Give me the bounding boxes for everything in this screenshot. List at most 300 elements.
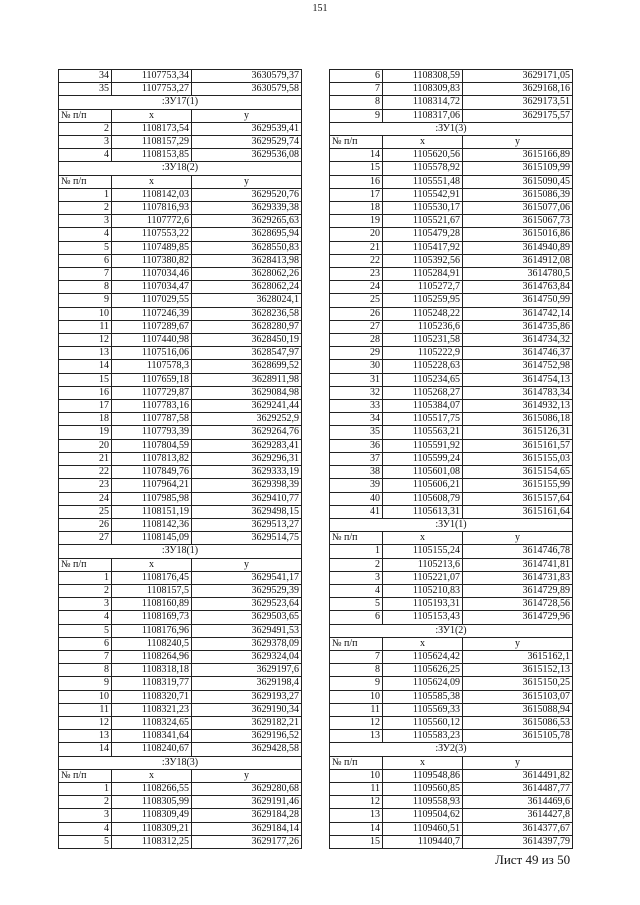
header-y: y <box>463 136 573 149</box>
coord-x: 1105213,6 <box>383 558 463 571</box>
coord-y: 3614487,77 <box>463 782 573 795</box>
table-row <box>330 571 573 584</box>
table-row <box>330 109 573 122</box>
table-row <box>59 215 302 228</box>
table-row <box>59 505 302 518</box>
coord-y: 3614397,79 <box>463 835 573 848</box>
point-number: 24 <box>59 492 112 505</box>
point-number: 30 <box>330 360 383 373</box>
table-row <box>330 690 573 703</box>
column-header-row <box>330 637 573 650</box>
coord-x: 1105521,67 <box>383 215 463 228</box>
coord-x: 1109560,85 <box>383 782 463 795</box>
coord-x: 1105268,27 <box>383 386 463 399</box>
table-row <box>330 452 573 465</box>
coord-y: 3629184,14 <box>192 822 302 835</box>
coord-y: 3630579,58 <box>192 83 302 96</box>
point-number: 3 <box>59 215 112 228</box>
coord-y: 3629498,15 <box>192 505 302 518</box>
point-number: 29 <box>330 347 383 360</box>
header-num: № п/п <box>330 637 383 650</box>
header-y: y <box>192 109 302 122</box>
coord-x: 1108324,65 <box>112 716 192 729</box>
coord-y: 3615086,53 <box>463 716 573 729</box>
coord-x: 1107964,21 <box>112 479 192 492</box>
coord-y: 3629513,27 <box>192 518 302 531</box>
coord-y: 3614377,67 <box>463 822 573 835</box>
table-row <box>330 492 573 505</box>
table-row <box>59 426 302 439</box>
coord-x: 1108312,25 <box>112 835 192 848</box>
coord-x: 1105560,12 <box>383 716 463 729</box>
section-title: :ЗУ1(1) <box>330 518 573 531</box>
coord-x: 1109460,51 <box>383 822 463 835</box>
coord-y: 3629084,98 <box>192 386 302 399</box>
table-row <box>59 782 302 795</box>
coord-x: 1108176,96 <box>112 624 192 637</box>
point-number: 5 <box>330 598 383 611</box>
column-header-row <box>330 136 573 149</box>
coord-x: 1108160,89 <box>112 598 192 611</box>
section-title: :ЗУ1(3) <box>330 122 573 135</box>
section-title: :ЗУ18(3) <box>59 756 302 769</box>
coord-x: 1105259,95 <box>383 294 463 307</box>
table-row <box>330 386 573 399</box>
coord-x: 1105578,92 <box>383 162 463 175</box>
coord-y: 3615150,25 <box>463 677 573 690</box>
header-y: y <box>192 769 302 782</box>
table-row <box>59 518 302 531</box>
point-number: 2 <box>59 584 112 597</box>
table-row <box>330 703 573 716</box>
coord-y: 3628024,1 <box>192 294 302 307</box>
coord-x: 1105284,91 <box>383 268 463 281</box>
coord-x: 1108305,99 <box>112 796 192 809</box>
coord-x: 1105272,7 <box>383 281 463 294</box>
table-row <box>59 664 302 677</box>
coord-y: 3614469,6 <box>463 796 573 809</box>
point-number: 8 <box>59 664 112 677</box>
section-row <box>330 122 573 135</box>
column-header-row <box>59 175 302 188</box>
point-number: 1 <box>330 545 383 558</box>
header-y: y <box>463 637 573 650</box>
coord-y: 3628699,52 <box>192 360 302 373</box>
coord-x: 1105479,28 <box>383 228 463 241</box>
table-row <box>59 730 302 743</box>
coord-y: 3629175,57 <box>463 109 573 122</box>
table-row <box>59 624 302 637</box>
point-number: 7 <box>330 650 383 663</box>
coord-x: 1107816,93 <box>112 202 192 215</box>
coord-y: 3628062,24 <box>192 281 302 294</box>
point-number: 26 <box>59 518 112 531</box>
coord-x: 1108169,73 <box>112 611 192 624</box>
coord-y: 3614427,8 <box>463 809 573 822</box>
coord-y: 3629173,51 <box>463 96 573 109</box>
header-x: x <box>112 175 192 188</box>
coord-y: 3615103,07 <box>463 690 573 703</box>
point-number: 9 <box>59 294 112 307</box>
table-row <box>330 400 573 413</box>
point-number: 11 <box>59 703 112 716</box>
table-row <box>330 175 573 188</box>
point-number: 13 <box>330 730 383 743</box>
point-number: 8 <box>330 96 383 109</box>
coord-x: 1105417,92 <box>383 241 463 254</box>
table-row <box>330 294 573 307</box>
coord-x: 1107729,87 <box>112 386 192 399</box>
coord-x: 1107578,3 <box>112 360 192 373</box>
table-row <box>330 479 573 492</box>
point-number: 10 <box>59 690 112 703</box>
page-number: 151 <box>312 3 328 14</box>
point-number: 18 <box>59 413 112 426</box>
point-number: 37 <box>330 452 383 465</box>
point-number: 14 <box>59 743 112 756</box>
coord-y: 3628695,94 <box>192 228 302 241</box>
table-row <box>59 400 302 413</box>
coord-y: 3614491,82 <box>463 769 573 782</box>
table-row <box>330 650 573 663</box>
table-row <box>59 598 302 611</box>
coord-x: 1105626,25 <box>383 664 463 677</box>
coord-x: 1107029,55 <box>112 294 192 307</box>
coord-y: 3614746,78 <box>463 545 573 558</box>
header-y: y <box>192 175 302 188</box>
coord-y: 3615077,06 <box>463 202 573 215</box>
point-number: 9 <box>59 677 112 690</box>
coord-y: 3629410,77 <box>192 492 302 505</box>
coord-x: 1105530,17 <box>383 202 463 215</box>
point-number: 20 <box>59 439 112 452</box>
coord-y: 3615088,94 <box>463 703 573 716</box>
coord-y: 3614783,34 <box>463 386 573 399</box>
point-number: 17 <box>59 400 112 413</box>
table-row <box>59 492 302 505</box>
table-row <box>330 70 573 83</box>
coord-y: 3615152,13 <box>463 664 573 677</box>
point-number: 28 <box>330 334 383 347</box>
coord-x: 1107753,27 <box>112 83 192 96</box>
coord-x: 1107034,46 <box>112 268 192 281</box>
coord-x: 1107813,82 <box>112 452 192 465</box>
header-num: № п/п <box>59 769 112 782</box>
coord-y: 3615161,57 <box>463 439 573 452</box>
coord-x: 1108173,54 <box>112 122 192 135</box>
coord-x: 1109504,62 <box>383 809 463 822</box>
table-row <box>330 677 573 690</box>
coord-y: 3629398,39 <box>192 479 302 492</box>
point-number: 4 <box>59 611 112 624</box>
coord-x: 1108264,96 <box>112 650 192 663</box>
point-number: 19 <box>59 426 112 439</box>
coord-y: 3629529,39 <box>192 584 302 597</box>
table-row <box>59 479 302 492</box>
table-row <box>59 413 302 426</box>
point-number: 25 <box>330 294 383 307</box>
table-row <box>330 611 573 624</box>
coord-y: 3629190,34 <box>192 703 302 716</box>
coord-y: 3628062,26 <box>192 268 302 281</box>
table-row <box>59 584 302 597</box>
coord-x: 1107553,22 <box>112 228 192 241</box>
coord-y: 3629198,4 <box>192 677 302 690</box>
table-row <box>330 307 573 320</box>
point-number: 6 <box>59 637 112 650</box>
coord-x: 1107787,58 <box>112 413 192 426</box>
coord-x: 1105193,31 <box>383 598 463 611</box>
coord-y: 3614752,98 <box>463 360 573 373</box>
coord-y: 3614729,89 <box>463 584 573 597</box>
coord-y: 3629252,9 <box>192 413 302 426</box>
coord-x: 1105210,83 <box>383 584 463 597</box>
coord-x: 1105221,07 <box>383 571 463 584</box>
coord-x: 1108318,18 <box>112 664 192 677</box>
coord-y: 3629378,09 <box>192 637 302 650</box>
point-number: 14 <box>330 822 383 835</box>
coord-y: 3629168,16 <box>463 83 573 96</box>
table-row <box>330 373 573 386</box>
coordinates-table-right <box>329 69 573 849</box>
point-number: 4 <box>59 149 112 162</box>
coord-y: 3614763,84 <box>463 281 573 294</box>
coord-x: 1105624,42 <box>383 650 463 663</box>
point-number: 7 <box>59 268 112 281</box>
coord-y: 3614750,99 <box>463 294 573 307</box>
coord-y: 3628236,58 <box>192 307 302 320</box>
coord-x: 1107804,59 <box>112 439 192 452</box>
coord-x: 1108240,5 <box>112 637 192 650</box>
coord-y: 3629541,17 <box>192 571 302 584</box>
coord-x: 1107783,16 <box>112 400 192 413</box>
table-row <box>330 347 573 360</box>
coord-x: 1105248,22 <box>383 307 463 320</box>
table-row <box>330 281 573 294</box>
point-number: 22 <box>330 254 383 267</box>
point-number: 23 <box>59 479 112 492</box>
coord-x: 1105620,56 <box>383 149 463 162</box>
point-number: 6 <box>330 611 383 624</box>
coord-y: 3615090,45 <box>463 175 573 188</box>
table-row <box>59 466 302 479</box>
section-row <box>330 743 573 756</box>
coord-y: 3629265,63 <box>192 215 302 228</box>
point-number: 2 <box>59 122 112 135</box>
coord-y: 3629428,58 <box>192 743 302 756</box>
coord-y: 3614731,83 <box>463 571 573 584</box>
table-row <box>330 769 573 782</box>
coordinates-table-left-body <box>59 70 302 849</box>
point-number: 16 <box>59 386 112 399</box>
coord-y: 3628547,97 <box>192 347 302 360</box>
point-number: 15 <box>330 162 383 175</box>
coord-x: 1105384,07 <box>383 400 463 413</box>
table-row <box>59 228 302 241</box>
table-row <box>330 558 573 571</box>
point-number: 2 <box>59 796 112 809</box>
table-row <box>59 347 302 360</box>
coord-y: 3614734,32 <box>463 334 573 347</box>
coord-y: 3628911,98 <box>192 373 302 386</box>
table-row <box>59 703 302 716</box>
coord-x: 1105613,31 <box>383 505 463 518</box>
point-number: 4 <box>59 228 112 241</box>
table-row <box>330 334 573 347</box>
table-row <box>330 782 573 795</box>
coord-x: 1107793,39 <box>112 426 192 439</box>
coord-y: 3614746,37 <box>463 347 573 360</box>
point-number: 2 <box>59 202 112 215</box>
table-row <box>330 822 573 835</box>
table-row <box>330 809 573 822</box>
point-number: 3 <box>59 809 112 822</box>
header-num: № п/п <box>59 558 112 571</box>
coord-x: 1108319,77 <box>112 677 192 690</box>
point-number: 27 <box>59 532 112 545</box>
point-number: 21 <box>330 241 383 254</box>
table-row <box>330 202 573 215</box>
column-header-row <box>59 558 302 571</box>
table-row <box>59 122 302 135</box>
table-row <box>330 835 573 848</box>
point-number: 34 <box>330 413 383 426</box>
coord-y: 3629339,38 <box>192 202 302 215</box>
point-number: 1 <box>59 188 112 201</box>
point-number: 18 <box>330 202 383 215</box>
point-number: 7 <box>330 83 383 96</box>
coord-y: 3615166,89 <box>463 149 573 162</box>
table-row <box>59 571 302 584</box>
section-row <box>59 162 302 175</box>
coord-x: 1108309,21 <box>112 822 192 835</box>
coord-x: 1108266,55 <box>112 782 192 795</box>
table-row <box>330 188 573 201</box>
table-row <box>59 360 302 373</box>
point-number: 26 <box>330 307 383 320</box>
table-row <box>59 294 302 307</box>
point-number: 13 <box>59 730 112 743</box>
coord-y: 3628280,97 <box>192 320 302 333</box>
coord-x: 1107380,82 <box>112 254 192 267</box>
table-row <box>330 466 573 479</box>
column-header-row <box>59 109 302 122</box>
coord-y: 3629296,31 <box>192 452 302 465</box>
point-number: 23 <box>330 268 383 281</box>
coord-y: 3629182,21 <box>192 716 302 729</box>
point-number: 5 <box>59 835 112 848</box>
table-row <box>59 149 302 162</box>
section-row <box>59 96 302 109</box>
table-row <box>59 743 302 756</box>
coord-y: 3615126,31 <box>463 426 573 439</box>
table-row <box>330 716 573 729</box>
coord-y: 3615161,64 <box>463 505 573 518</box>
coordinates-table-left <box>58 69 302 849</box>
coord-x: 1105601,08 <box>383 466 463 479</box>
coord-y: 3629523,64 <box>192 598 302 611</box>
point-number: 12 <box>330 716 383 729</box>
point-number: 6 <box>330 70 383 83</box>
point-number: 7 <box>59 650 112 663</box>
coord-y: 3614742,14 <box>463 307 573 320</box>
table-row <box>330 215 573 228</box>
coord-y: 3615157,64 <box>463 492 573 505</box>
point-number: 13 <box>59 347 112 360</box>
point-number: 9 <box>330 109 383 122</box>
table-row <box>59 796 302 809</box>
point-number: 21 <box>59 452 112 465</box>
coord-y: 3629514,75 <box>192 532 302 545</box>
point-number: 1 <box>59 571 112 584</box>
table-row <box>330 360 573 373</box>
point-number: 4 <box>59 822 112 835</box>
coord-x: 1108157,5 <box>112 584 192 597</box>
point-number: 13 <box>330 809 383 822</box>
point-number: 41 <box>330 505 383 518</box>
coord-x: 1105234,65 <box>383 373 463 386</box>
table-row <box>59 254 302 267</box>
point-number: 2 <box>330 558 383 571</box>
table-row <box>59 334 302 347</box>
point-number: 6 <box>59 254 112 267</box>
section-title: :ЗУ2(3) <box>330 743 573 756</box>
table-row <box>59 188 302 201</box>
point-number: 11 <box>59 320 112 333</box>
point-number: 8 <box>59 281 112 294</box>
coord-x: 1108320,71 <box>112 690 192 703</box>
header-x: x <box>112 769 192 782</box>
coord-y: 3614932,13 <box>463 400 573 413</box>
coord-y: 3629529,74 <box>192 136 302 149</box>
table-row <box>59 822 302 835</box>
coord-x: 1107289,67 <box>112 320 192 333</box>
coord-x: 1105228,63 <box>383 360 463 373</box>
coord-y: 3629193,27 <box>192 690 302 703</box>
point-number: 22 <box>59 466 112 479</box>
header-num: № п/п <box>330 532 383 545</box>
point-number: 3 <box>59 598 112 611</box>
point-number: 4 <box>330 584 383 597</box>
point-number: 11 <box>330 703 383 716</box>
coord-y: 3615109,99 <box>463 162 573 175</box>
coord-y: 3614735,86 <box>463 320 573 333</box>
header-y: y <box>463 756 573 769</box>
point-number: 9 <box>330 677 383 690</box>
point-number: 8 <box>330 664 383 677</box>
point-number: 10 <box>59 307 112 320</box>
point-number: 1 <box>59 782 112 795</box>
coord-x: 1105563,21 <box>383 426 463 439</box>
section-row <box>59 545 302 558</box>
table-row <box>59 202 302 215</box>
header-num: № п/п <box>59 175 112 188</box>
table-row <box>59 637 302 650</box>
coord-x: 1105231,58 <box>383 334 463 347</box>
coord-y: 3629184,28 <box>192 809 302 822</box>
table-row <box>59 716 302 729</box>
coord-y: 3628550,83 <box>192 241 302 254</box>
coordinates-table-right-body <box>330 70 573 849</box>
header-num: № п/п <box>59 109 112 122</box>
coord-x: 1107034,47 <box>112 281 192 294</box>
coord-x: 1107489,85 <box>112 241 192 254</box>
point-number: 14 <box>330 149 383 162</box>
point-number: 32 <box>330 386 383 399</box>
table-row <box>59 70 302 83</box>
coord-y: 3614741,81 <box>463 558 573 571</box>
table-row <box>330 730 573 743</box>
